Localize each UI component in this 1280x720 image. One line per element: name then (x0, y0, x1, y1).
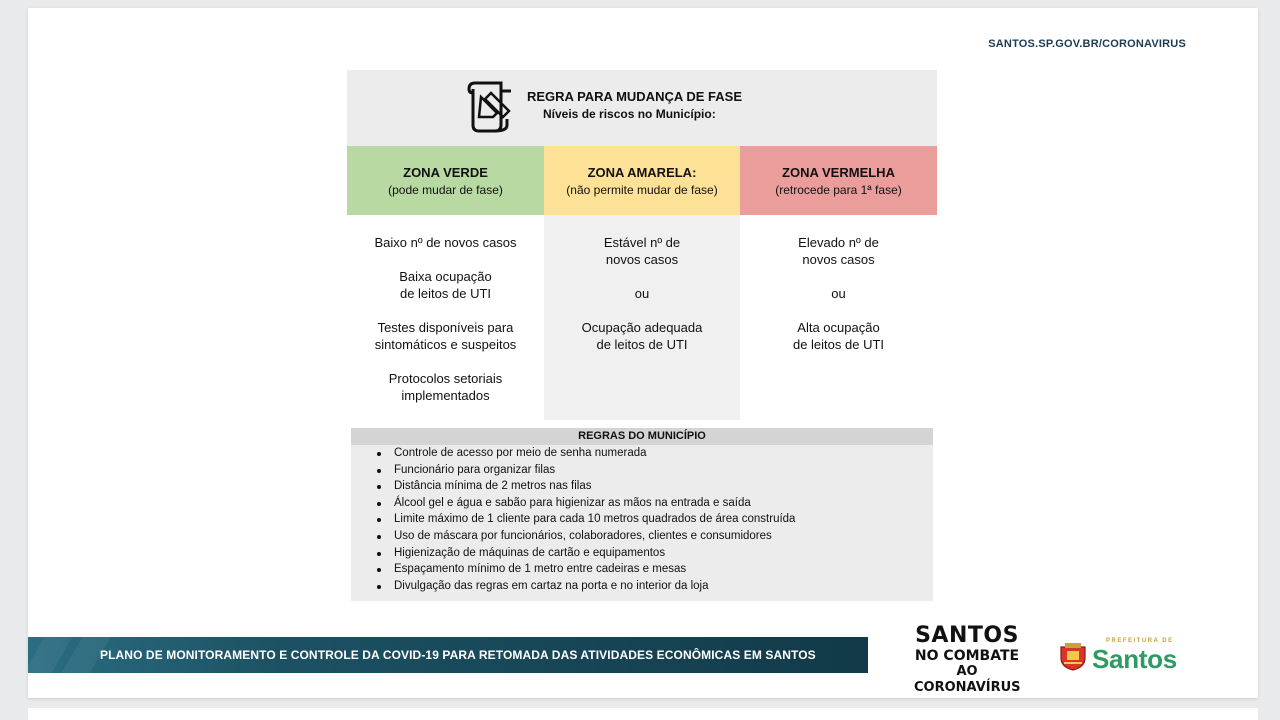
banner-text: PLANO DE MONITORAMENTO E CONTROLE DA COVID-19 PARA RETOMADA DAS ATIVIDADES ECONÔMICAS EM SANTOS (100, 648, 816, 662)
bullet-icon (377, 585, 381, 589)
bullet-icon (377, 502, 381, 506)
zone-name: ZONA VERDE (403, 164, 488, 180)
bullet-icon (377, 469, 381, 473)
rule-item-text: Divulgação das regras em cartaz na porta e no interior da loja (394, 579, 709, 592)
criteria-item: ou (831, 286, 846, 301)
prefeitura-name: Santos (1092, 644, 1177, 674)
campaign-line: NO COMBATE (914, 648, 1020, 664)
zone-verde-header (347, 146, 544, 215)
zone-subtitle: (pode mudar de fase) (388, 182, 503, 197)
zone-subtitle: (retrocede para 1ª fase) (775, 182, 902, 197)
rule-item (351, 462, 933, 479)
rule-item-text: Controle de acesso por meio de senha numerada (394, 447, 647, 459)
zone-vermelha-header (740, 146, 937, 215)
municipal-rules-title: REGRAS DO MUNICÍPIO (351, 428, 933, 445)
city-crest-icon (1058, 641, 1088, 671)
footer-banner (28, 637, 868, 673)
bullet-icon (377, 518, 381, 522)
criteria-item: Elevado nº de novos casos (798, 235, 879, 267)
rule-item-text: Distância mínima de 2 metros nas filas (394, 480, 592, 493)
zone-amarela-header (544, 146, 740, 215)
criteria-item: Alta ocupação de leitos de UTI (792, 320, 885, 352)
zone-amarela-criteria (544, 215, 740, 420)
zone-name: ZONA VERMELHA (782, 164, 895, 180)
municipal-rules-list (351, 445, 933, 594)
rule-header (347, 70, 937, 146)
criteria-item: ou (634, 286, 650, 301)
criteria-item: Estável nº de novos casos (603, 235, 681, 267)
rule-item (351, 511, 933, 528)
zone-name: ZONA AMARELA: (587, 164, 697, 180)
zone-vermelha-criteria (740, 215, 937, 420)
site-url: SANTOS.SP.GOV.BR/CORONAVIRUS (988, 38, 1186, 50)
rule-item (351, 445, 933, 462)
criteria-item: Baixa ocupação de leitos de UTI (399, 269, 492, 301)
rule-item (351, 528, 933, 545)
criteria-item: Protocolos setoriais implementados (388, 371, 503, 403)
rule-item-text: Limite máximo de 1 cliente para cada 10 metros quadrados de área construída (394, 513, 796, 526)
rule-item (351, 545, 933, 562)
rule-item (351, 561, 933, 578)
slide (28, 8, 1258, 698)
criteria-item: Baixo nº de novos casos (374, 235, 517, 250)
rule-item-text: Funcionário para organizar filas (394, 463, 556, 476)
bullet-icon (377, 552, 381, 556)
rule-item (351, 495, 933, 512)
rule-item-text: Álcool gel e água e sabão para higienizar as mãos na entrada e saída (394, 496, 751, 509)
criteria-item: Ocupação adequada de leitos de UTI (581, 320, 703, 352)
bullet-icon (377, 568, 381, 572)
rule-item-text: Higienização de máquinas de cartão e equipamentos (394, 546, 666, 559)
campaign-logo (914, 624, 1020, 696)
bullet-icon (377, 452, 381, 456)
zone-subtitle: (não permite mudar de fase) (566, 182, 718, 197)
campaign-line: AO CORONAVÍRUS (914, 664, 1021, 695)
rule-item-text: Uso de máscara por funcionários, colaboradores, clientes e consumidores (394, 529, 772, 542)
prefeitura-label: PREFEITURA DE (1106, 638, 1174, 644)
rule-item (351, 578, 933, 595)
criteria-item: Testes disponíveis para sintomáticos e suspeitos (374, 320, 517, 352)
rule-item-text: Espaçamento mínimo de 1 metro entre cadeiras e mesas (394, 563, 687, 576)
bullet-icon (377, 485, 381, 489)
municipal-rules (351, 428, 933, 601)
next-slide-edge (28, 708, 1258, 720)
rule-item (351, 478, 933, 495)
zone-verde-criteria (347, 215, 544, 420)
rule-subtitle: Níveis de riscos no Município: (543, 107, 716, 121)
bullet-icon (377, 535, 381, 539)
document-pen-icon (467, 79, 519, 135)
rule-title: REGRA PARA MUDANÇA DE FASE (527, 89, 742, 104)
campaign-line: SANTOS (915, 623, 1019, 648)
